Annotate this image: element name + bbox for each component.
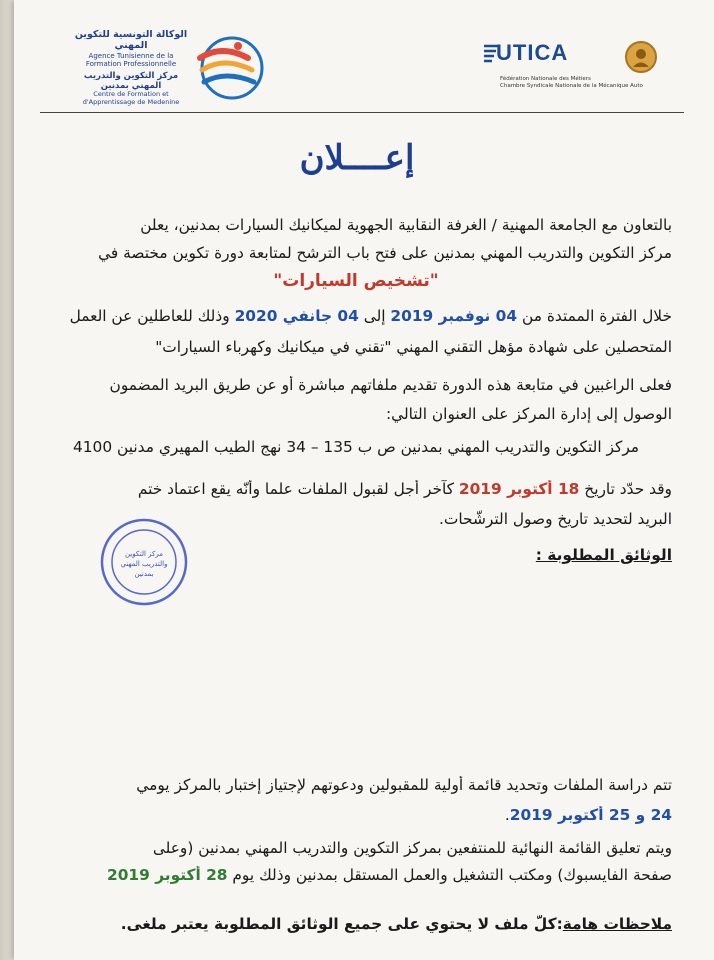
selection-dates: 24 و 25 أكتوبر 2019 — [509, 806, 672, 824]
docs-heading: الوثائق المطلوبة : — [535, 546, 672, 564]
logo-fr-center: Centre de Formation et d'Apprentissage de Medenine — [82, 90, 180, 106]
atfp-logo — [70, 30, 270, 110]
intro-line-2: مركز التكوين والتدريب المهني بمدنين على فتح باب الترشح لمتابعة دورة تكوين مختصة في — [98, 244, 672, 262]
svg-text:مركز التكوين: مركز التكوين — [125, 550, 163, 558]
swirl-logo-icon — [192, 32, 264, 104]
period-text-3: وذلك للعاطلين عن العمل — [69, 307, 235, 325]
final-line-1: ويتم تعليق القائمة النهائية للمنتفعين بمركز التكوين والتدريب المهني بمدنين (وعلى — [152, 839, 672, 857]
end-date: 04 جانفي 2020 — [234, 307, 359, 325]
deadline-line-2: البريد لتحديد تاريخ وصول الترشّحات. — [438, 510, 672, 528]
period-line-2: المتحصلين على شهادة مؤهل التقني المهني "تقني في ميكانيك وكهرباء السيارات" — [155, 338, 672, 356]
deadline-text-1: وقد حدّد تاريخ — [579, 480, 672, 498]
period-text-2: إلى — [358, 307, 391, 325]
intro-line-1: بالتعاون مع الجامعة المهنية / الغرفة النقابية الجهوية لميكانيك السيارات بمدنين، يعلن — [140, 216, 672, 234]
final-line-2 — [40, 866, 672, 884]
start-date: 04 نوفمبر 2019 — [390, 307, 518, 325]
period-text-1: خلال الفترة الممتدة من — [517, 307, 672, 325]
deadline-date: 18 أكتوبر 2019 — [458, 480, 580, 498]
period-line-1 — [40, 307, 672, 325]
page-title: إعــــلان — [299, 138, 415, 178]
notes-text: :كلّ ملف لا يحتوي على جميع الوثائق المطلوبة يعتبر ملغى. — [120, 915, 563, 933]
medal-seal-icon — [624, 40, 658, 74]
utica-sub1: Fédération Nationale des Métiers — [500, 76, 591, 82]
official-stamp — [98, 516, 190, 608]
selection-line-2: 24 و 25 أكتوبر 2019. — [504, 806, 672, 824]
logo-ar-name: الوكالة التونسية للتكوين المهني — [74, 29, 188, 51]
deadline-line-1 — [40, 480, 672, 498]
final-text: صفحة الفايسبوك) ومكتب التشغيل والعمل المستقل بمدنين وذلك يوم — [227, 866, 672, 884]
notes-label: ملاحظات هامة — [562, 915, 672, 933]
utica-wordmark: UTICA — [496, 40, 569, 65]
svg-text:بمدنين: بمدنين — [134, 570, 154, 578]
apply-line-1: فعلى الراغبين في متابعة هذه الدورة تقديم ملفاتهم مباشرة أو عن طريق البريد المضمون — [109, 376, 672, 394]
selection-line-1: تتم دراسة الملفات وتحديد قائمة أولية للمقبولين ودعوتهم لإجتياز إختبار بالمركز يومي — [136, 776, 672, 794]
header-divider — [40, 112, 684, 113]
utica-logo — [482, 38, 672, 108]
course-name: "تشخيص السيارات" — [273, 271, 439, 291]
logo-fr-name: Agence Tunisienne de la Formation Professionnelle — [85, 51, 177, 68]
utica-sub2: Chambre Syndicale Nationale de la Mécanique Auto — [500, 83, 643, 90]
address-line: مركز التكوين والتدريب المهني بمدنين ص ب 135 – 34 نهج الطيب المهيري مدنين 4100 — [72, 438, 640, 456]
apply-line-2: الوصول إلى إدارة المركز على العنوان التالي: — [385, 405, 672, 423]
deadline-text-2: كآخر أجل لقبول الملفات علما وأنّه يقع اعتماد ختم — [137, 480, 459, 498]
notes-line — [40, 915, 672, 933]
final-date: 28 أكتوبر 2019 — [107, 866, 228, 884]
svg-text:والتدريب المهني: والتدريب المهني — [120, 560, 168, 568]
logo-ar-center: مركز التكوين والتدريب المهني بمدنين — [83, 70, 179, 91]
